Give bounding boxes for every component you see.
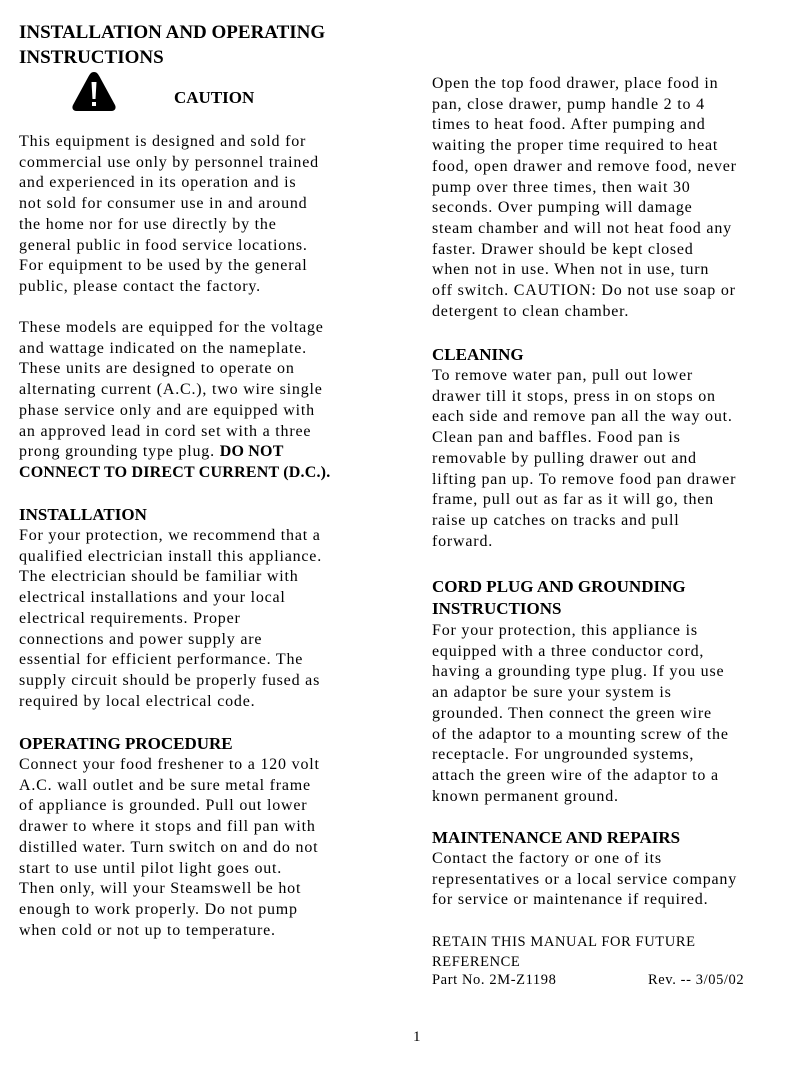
voltage-text: These models are equipped for the voltage and wattage indicated on the nameplate. These units are designed to operate on alternating current (A.C.), two wire single phase service only and are equipped with an approved lead in cord set with a three prong grounding type plug. <box>19 319 324 461</box>
cord-heading: CORD PLUG AND GROUNDING INSTRUCTIONS <box>432 577 686 618</box>
part-number: Part No. 2M-Z1198 <box>432 972 557 988</box>
cleaning-heading: CLEANING <box>432 345 524 364</box>
operating-continued: Open the top food drawer, place food in pan, close drawer, pump handle 2 to 4 times to heat food. After pumping and waiting the proper time required to heat food, open drawer and remove food, never pump over three times, then wait 30 seconds. Over pumping will damage steam chamber and will not heat food any faster. Drawer should be kept closed when not in use. When not in use, turn off switch. CAUTION: Do not use soap or detergent to clean chamber. <box>432 75 737 320</box>
maintenance-body: Contact the factory or one of its representatives or a local service company for service or maintenance if required. <box>432 850 738 909</box>
page-number: 1 <box>413 1029 421 1045</box>
dc-warning: DO NOT CONNECT TO DIRECT CURRENT (D.C.). <box>19 443 331 481</box>
caution-banner <box>19 70 394 116</box>
revision: Rev. -- 3/05/02 <box>648 972 745 988</box>
warning-triangle-icon <box>71 70 117 112</box>
page-title: INSTALLATION AND OPERATING INSTRUCTIONS <box>19 22 326 68</box>
caution-label: CAUTION <box>174 88 255 107</box>
intro-paragraph: This equipment is designed and sold for commercial use only by personnel trained and experienced in its operation and is not sold for consumer use in and around the home nor for use directly by the general public in food service locations. For equipment to be used by the general public, please contact the factory. <box>19 133 319 295</box>
installation-heading: INSTALLATION <box>19 505 147 524</box>
cleaning-body: To remove water pan, pull out lower drawer till it stops, press in on stops on each side and remove pan all the way out. Clean pan and baffles. Food pan is removable by pulling drawer out and lifting pan up. To remove food pan drawer frame, pull out as far as it will go, then raise up catches on tracks and pull forward. <box>432 367 737 550</box>
operating-heading: OPERATING PROCEDURE <box>19 734 233 753</box>
voltage-paragraph <box>19 318 399 484</box>
operating-body: Connect your food freshener to a 120 volt A.C. wall outlet and be sure metal frame of appliance is grounded. Pull out lower drawer to where it stops and fill pan with distilled water. Turn switch on and do not start to use until pilot light goes out. Then only, will your Steamswell be hot enough to work properly. Do not pump when cold or not up to temperature. <box>19 756 320 939</box>
maintenance-heading: MAINTENANCE AND REPAIRS <box>432 828 681 847</box>
retain-notice: RETAIN THIS MANUAL FOR FUTURE REFERENCE <box>432 934 696 970</box>
cord-body: For your protection, this appliance is equipped with a three conductor cord, having a grounding type plug. If you use an adaptor be sure your system is grounded. Then connect the green wire of the adaptor to a mounting screw of the receptacle. For ungrounded systems, attach the green wire of the adaptor to a known permanent ground. <box>432 622 729 805</box>
installation-body: For your protection, we recommend that a qualified electrician install this appliance. The electrician should be familiar with electrical installations and your local electrical requirements. Proper connections and power supply are essential for efficient performance. The supply circuit should be properly fused as required by local electrical code. <box>19 527 323 710</box>
